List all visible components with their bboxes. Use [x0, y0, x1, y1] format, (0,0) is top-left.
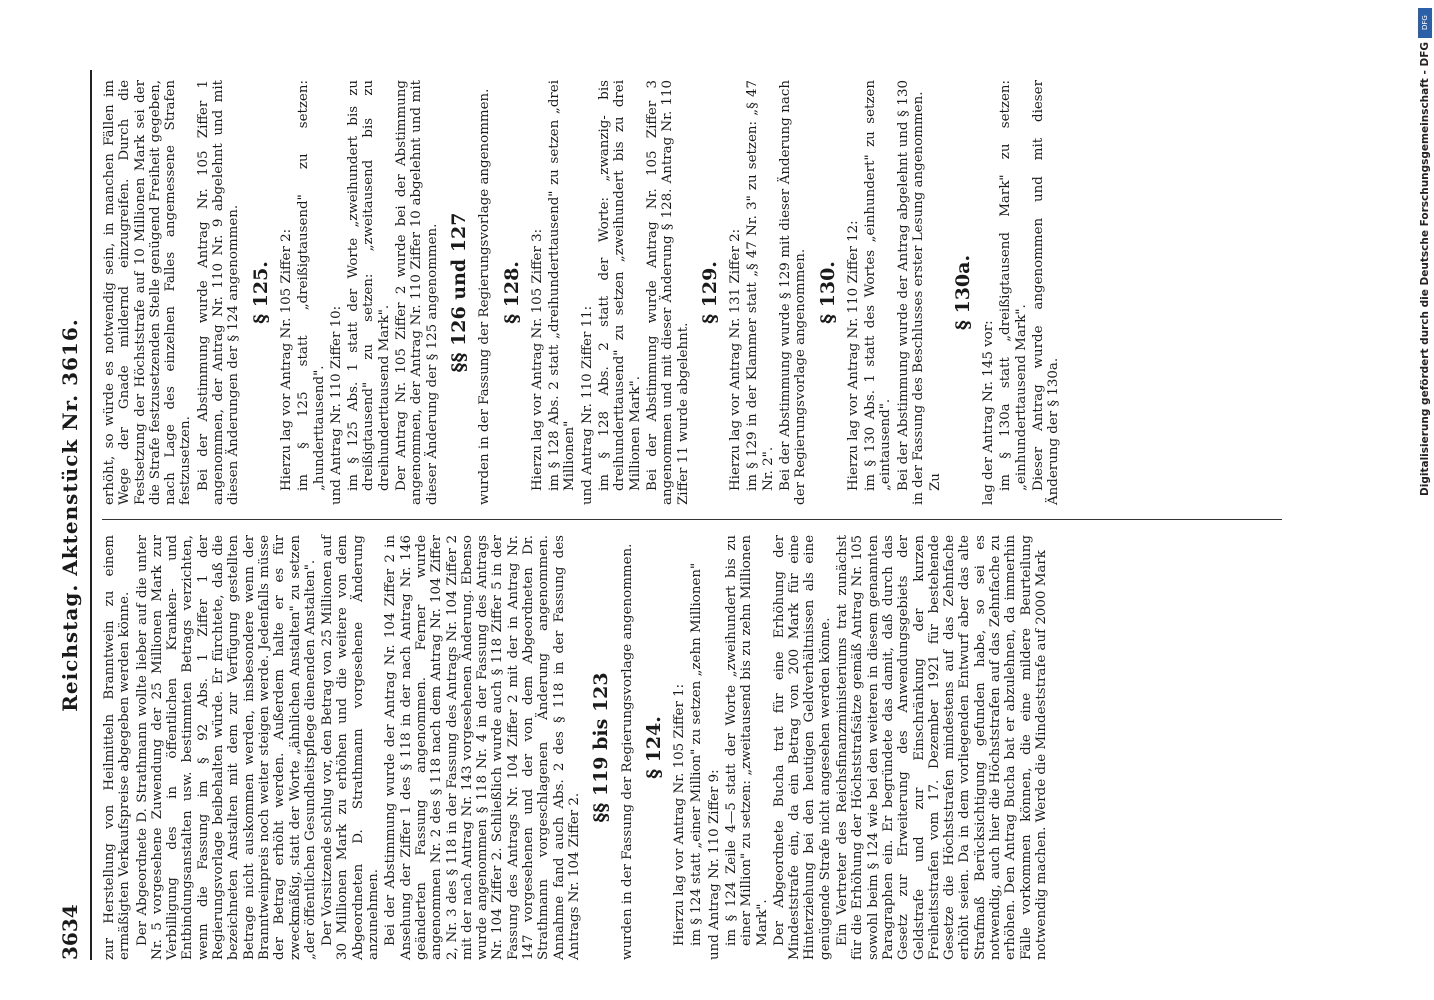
paragraph: im § 130a statt „dreißigtausend Mark" zu setzen: „einhunderttausend Mark".: [998, 80, 1029, 491]
section-heading: §§ 119 bis 123: [590, 672, 613, 823]
paragraph: zur Herstellung von Heilmitteln Branntwein zu einem ermäßigten Verkaufspreise abgegeben werden könne.: [102, 535, 133, 960]
document-page: [50, 70, 1300, 960]
digitization-credit: Digitalisierung gefördert durch die Deutsche Forschungsgemeinschaft - DFG: [1419, 42, 1431, 496]
left-column: [102, 535, 1051, 960]
paragraph: im § 124 Zeile 4—5 statt der Worte „zweihundert bis zu einer Million" zu setzen: „zweitausend bis zu zehn Millionen Mark".: [723, 535, 770, 946]
paragraph: und Antrag Nr. 110 Ziffer 10:: [328, 305, 344, 505]
paragraph: Dieser Antrag wurde angenommen und mit dieser Änderung der § 130a.: [1030, 80, 1062, 505]
page-number: 3634: [58, 904, 82, 960]
paragraph: Der Abgeordnete D. Strathmann wollte lieber auf die unter Nr. 5 vorgesehene Zuwendung der 25 Millionen Mark zur Verbilligung des in öffentlichen Kranken- und Entbindungsanstalten usw. bestimmten Betrags verzichten, wenn die Fassung im § 92 Abs. 1 Ziffer 1 der Regierungsvorlage beibehalten würde. Er fürchtete, daß die bezeichneten Anstalten mit dem zur Verfügung gestellten Betrage nicht auskommen werden, insbesondere wenn der Branntweinpreis noch weiter steigen werde. Jedenfalls müsse der Betrag erhöht werden. Außerdem halte er es für zweckmäßig, statt der Worte „ähnlichen Anstalten" zu setzen „der öffentlichen Gesundheitspflege dienenden Anstalten".: [134, 535, 318, 960]
paragraph: Bei der Abstimmung wurde der Antrag Nr. 104 Ziffer 2 in Ansehung der Ziffer 1 des § 118 in der nach Antrag Nr. 146 geänderten Fassung angenommen. Ferner wurde angenommen Nr. 2 des § 118 nach dem Antrag Nr. 104 Ziffer 2, Nr. 3 des § 118 in der Fassung des Antrags Nr. 104 Ziffer 2 mit der nach Antrag Nr. 143 vorgesehenen Änderung. Ebenso wurde angenommen § 118 Nr. 4 in der Fassung des Antrags Nr. 104 Ziffer 2. Schließlich wurde auch § 118 Ziffer 5 in der Fassung des Antrags Nr. 104 Ziffer 2 mit der in Antrag Nr. 147 vorgesehenen und der von dem Abgeordneten Dr. Strathmann vorgeschlagenen Änderung angenommen. Annahme fand auch Abs. 2 des § 118 in der Fassung des Antrags Nr. 104 Ziffer 2.: [383, 535, 582, 960]
section-heading: § 129.: [698, 261, 721, 324]
paragraph: wurden in der Fassung der Regierungsvorlage angenommen.: [619, 543, 635, 960]
paragraph: Der Vorsitzende schlug vor, den Betrag von 25 Millionen auf 30 Millionen Mark zu erhöhen und die weitere von dem Abgeordneten D. Strathmann vorgesehene Änderung anzunehmen.: [320, 535, 382, 960]
page-title: Reichstag. Aktenstück Nr. 3616.: [58, 318, 82, 712]
paragraph: und Antrag Nr. 110 Ziffer 11:: [579, 305, 595, 505]
section-heading: § 124.: [642, 716, 665, 779]
section-heading: § 128.: [500, 261, 523, 324]
column-divider: [102, 519, 1282, 520]
paragraph: Bei der Abstimmung wurde Antrag Nr. 105 Ziffer 3 angenommen und mit dieser Änderung § 128. Antrag Nr. 110 Ziffer 11 wurde abgelehnt.: [644, 80, 691, 505]
paragraph: im § 129 in der Klammer statt „§ 47 Nr. 3" zu setzen: „§ 47 Nr. 2".: [745, 80, 776, 491]
paragraph: Ein Vertreter des Reichsfinanzministeriums trat zunächst für die Erhöhung der Höchststrafsätze gemäß Antrag Nr. 105 sowohl beim § 124 wie bei den weiteren in diesem genannten Paragraphen ein. Er begründete das damit, daß durch das Gesetz zur Erweiterung des Anwendungsgebiets der Geldstrafe und zur Einschränkung der kurzen Freiheitsstrafen vom 17. Dezember 1921 für bestehende Gesetze die Höchststrafen mindestens auf das Zehnfache erhöht seien. Da in dem vorliegenden Entwurf aber das alte Strafmaß Berücksichtigung gefunden habe, so sei es notwendig, auch hier die Höchststrafen auf das Zehnfache zu erhöhen. Den Antrag Bucha bat er abzulehnen, da immerhin Fälle vorkommen können, die eine mildere Beurteilung notwendig machen. Werde die Mindeststrafe auf 2000 Mark: [835, 535, 1049, 960]
paragraph: im § 128 Abs. 2 statt der Worte: „zwanzig- bis dreihunderttausend" zu setzen „zweihundert bis zu drei Millionen Mark".: [597, 80, 643, 491]
paragraph: Zu: [928, 473, 944, 491]
section-heading: § 125.: [249, 261, 272, 324]
section-heading: § 130a.: [951, 254, 974, 331]
digitization-sidebar: [1414, 0, 1434, 1000]
right-column: [102, 80, 1063, 505]
paragraph: Hierzu lag vor Antrag Nr. 131 Ziffer 2:: [728, 228, 744, 491]
paragraph: im § 125 statt „dreißigtausend" zu setzen: „hunderttausend".: [296, 80, 327, 491]
paragraph: Hierzu lag vor Antrag Nr. 110 Ziffer 12:: [845, 220, 861, 491]
paragraph: und Antrag Nr. 110 Ziffer 9:: [706, 769, 722, 960]
section-heading: §§ 126 und 127: [447, 212, 470, 373]
paragraph: Der Abgeordnete Bucha trat für eine Erhöhung der Mindeststrafe ein, da ein Betrag von 200 Mark für eine Hinterziehung bei den heutigen Geldverhältnissen als eine genügende Strafe nicht angesehen werden könne.: [771, 535, 833, 960]
paragraph: Bei der Abstimmung wurde der Antrag abgelehnt und § 130 in der Fassung des Beschlusses erster Lesung angenommen.: [895, 80, 927, 505]
section-heading: § 130.: [816, 261, 839, 324]
page-header: [50, 70, 90, 960]
paragraph: lag der Antrag Nr. 145 vor:: [980, 320, 996, 505]
dfg-logo: DFG: [1418, 8, 1432, 38]
paragraph: wurden in der Fassung der Regierungsvorlage angenommen.: [477, 88, 493, 505]
paragraph: im § 125 Abs. 1 statt der Worte „zweihundert bis zu dreißigtausend" zu setzen: „zweitausend bis zu dreihunderttausend Mark".: [346, 80, 392, 491]
paragraph: Hierzu lag vor Antrag Nr. 105 Ziffer 1:: [672, 683, 688, 946]
paragraph: Hierzu lag vor Antrag Nr. 105 Ziffer 3:: [529, 228, 545, 491]
paragraph: Bei der Abstimmung wurde Antrag Nr. 105 Ziffer 1 angenommen, der Antrag Nr. 110 Nr. 9 abgelehnt und mit diesen Änderungen der § 124 angenommen.: [195, 80, 242, 505]
header-rule: [90, 70, 92, 960]
paragraph: Bei der Abstimmung wurde § 129 mit dieser Änderung nach der Regierungsvorlage angenommen.: [777, 80, 809, 505]
rotated-content: [50, 70, 1300, 960]
paragraph: Der Antrag Nr. 105 Ziffer 2 wurde bei der Abstimmung angenommen, der Antrag Nr. 110 Ziffer 10 abgelehnt und mit dieser Änderung der § 125 angenommen.: [394, 80, 440, 505]
paragraph: im § 124 statt „einer Million" zu setzen „zehn Millionen": [689, 562, 705, 946]
paragraph: Hierzu lag vor Antrag Nr. 105 Ziffer 2:: [278, 228, 294, 491]
paragraph: im § 128 Abs. 2 statt „dreihunderttausend" zu setzen „drei Millionen": [547, 80, 578, 491]
paragraph: im § 130 Abs. 1 statt des Wortes „einhundert" zu setzen „eintausend".: [863, 80, 894, 491]
paragraph: erhöht, so würde es notwendig sein, in manchen Fällen im Wege der Gnade mildernd einzugreifen. Durch die Festsetzung der Höchststrafe auf 10 Millionen Mark sei der die Strafe festzusetzenden Stelle genügend Freiheit gegeben, nach Lage des einzelnen Falles angemessene Strafen festzusetzen.: [102, 80, 194, 505]
